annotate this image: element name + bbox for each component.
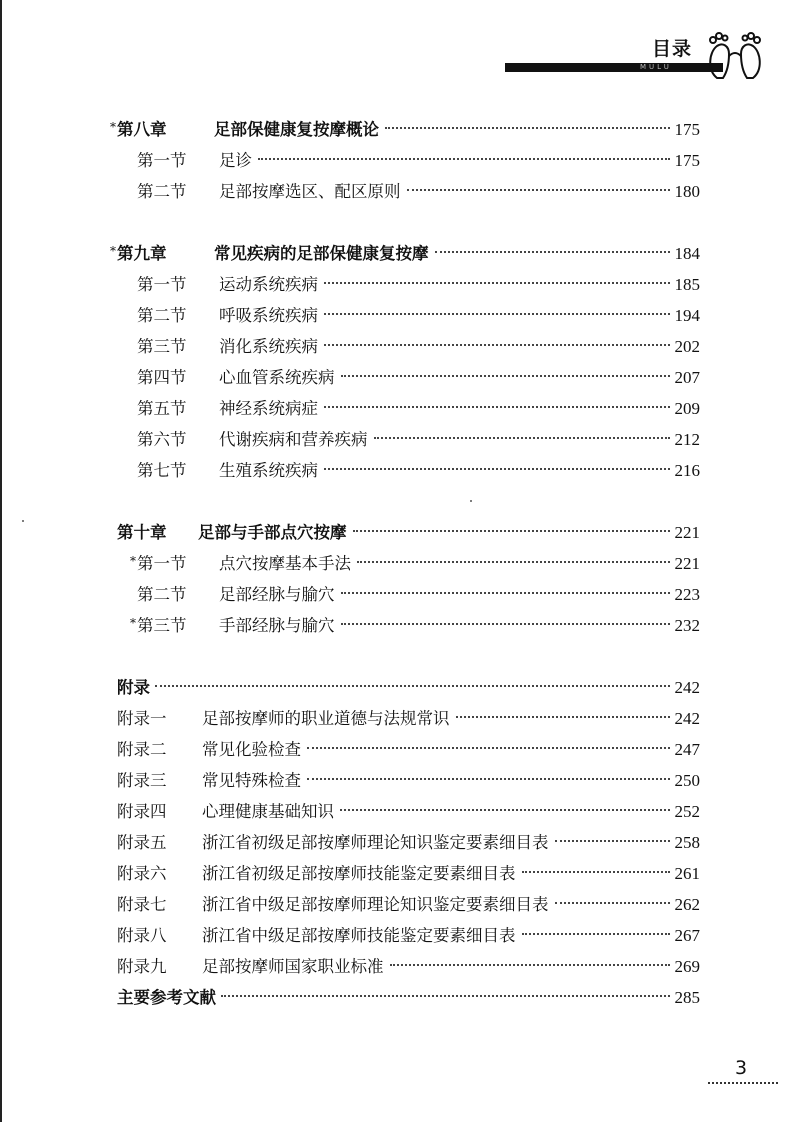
toc-entry-label: 第三节 <box>137 616 187 635</box>
toc-entry-page: 184 <box>674 244 700 263</box>
toc-entry-page: 247 <box>674 740 700 759</box>
toc-entry[interactable] <box>117 956 700 978</box>
toc-entry-page: 209 <box>674 399 700 418</box>
toc-entry-label: 第一节 <box>137 275 187 294</box>
toc-entry-label: 第四节 <box>137 368 187 387</box>
toc-entry-title: 浙江省中级足部按摩师理论知识鉴定要素细目表 <box>202 895 549 914</box>
leader-dots <box>555 840 670 842</box>
toc-entry[interactable] <box>137 429 700 451</box>
toc-entry-title: 足部按摩选区、配区原则 <box>219 182 401 201</box>
toc-entry[interactable] <box>137 181 700 203</box>
required-marker: * <box>130 616 136 630</box>
required-marker: * <box>110 244 116 258</box>
toc-entry-title: 手部经脉与腧穴 <box>219 616 335 635</box>
toc-entry-label: 附录二 <box>117 740 167 759</box>
toc-entry-page: 207 <box>674 368 700 387</box>
toc-entry-page: 175 <box>674 151 700 170</box>
toc-entry[interactable] <box>117 708 700 730</box>
toc-entry-page: 269 <box>674 957 700 976</box>
scan-speck <box>22 520 24 522</box>
leader-dots <box>155 685 670 687</box>
toc-entry[interactable] <box>117 770 700 792</box>
toc-entry[interactable] <box>110 119 700 141</box>
leader-dots <box>435 251 670 253</box>
toc-entry[interactable] <box>117 677 700 699</box>
toc-entry[interactable] <box>117 925 700 947</box>
toc-entry-page: 194 <box>674 306 700 325</box>
toc-entry[interactable] <box>110 243 700 265</box>
toc-entry-title: 足部经脉与腧穴 <box>219 585 335 604</box>
toc-entry-label: 第三节 <box>137 337 187 356</box>
leader-dots <box>555 902 670 904</box>
toc-entry-label: 附录三 <box>117 771 167 790</box>
leader-dots <box>307 747 670 749</box>
toc-entry-title: 代谢疾病和营养疾病 <box>219 430 368 449</box>
toc-entry-label: 第八章 <box>117 120 167 139</box>
toc-entry-page: 285 <box>674 988 700 1007</box>
leader-dots <box>307 778 670 780</box>
toc-entry-title: 神经系统病症 <box>219 399 318 418</box>
toc-entry-page: 216 <box>674 461 700 480</box>
toc-entry-page: 212 <box>674 430 700 449</box>
toc-entry[interactable] <box>137 367 700 389</box>
toc-entry-page: 175 <box>674 120 700 139</box>
required-marker: * <box>110 120 116 134</box>
toc-entry-title: 常见特殊检查 <box>202 771 301 790</box>
page-number: 3 <box>735 1057 748 1079</box>
toc-entry[interactable] <box>117 522 700 544</box>
toc-entry[interactable] <box>117 863 700 885</box>
toc-entry-label: 第一节 <box>137 554 187 573</box>
leader-dots <box>385 127 670 129</box>
toc-entry-page: 232 <box>674 616 700 635</box>
leader-dots <box>324 406 670 408</box>
leader-dots <box>340 809 670 811</box>
leader-dots <box>341 375 670 377</box>
toc-entry-title: 运动系统疾病 <box>219 275 318 294</box>
toc-entry[interactable] <box>137 150 700 172</box>
toc-entry-label: 主要参考文献 <box>117 988 216 1007</box>
toc-entry[interactable] <box>117 987 700 1009</box>
toc-entry-label: 附录五 <box>117 833 167 852</box>
toc-entry-title: 生殖系统疾病 <box>219 461 318 480</box>
toc-entry[interactable] <box>137 305 700 327</box>
leader-dots <box>324 282 670 284</box>
toc-entry-page: 221 <box>674 523 700 542</box>
toc-entry-label: 第九章 <box>117 244 167 263</box>
toc-entry-label: 第二节 <box>137 306 187 325</box>
toc-entry-label: 附录 <box>117 678 150 697</box>
toc-entry-label: 第十章 <box>117 523 167 542</box>
toc-entry-label: 第六节 <box>137 430 187 449</box>
toc-entry[interactable] <box>117 801 700 823</box>
toc-entry[interactable] <box>137 336 700 358</box>
toc-entry-label: 附录四 <box>117 802 167 821</box>
toc-entry[interactable] <box>137 584 700 606</box>
toc-entry-title: 足部按摩师国家职业标准 <box>202 957 384 976</box>
toc-entry-title: 足部按摩师的职业道德与法规常识 <box>202 709 450 728</box>
toc-entry-title: 浙江省中级足部按摩师技能鉴定要素细目表 <box>202 926 516 945</box>
toc-entry-page: 185 <box>674 275 700 294</box>
leader-dots <box>374 437 670 439</box>
leader-dots <box>522 933 670 935</box>
toc-entry-page: 242 <box>674 709 700 728</box>
leader-dots <box>221 995 670 997</box>
required-marker: * <box>130 554 136 568</box>
leader-dots <box>357 561 670 563</box>
toc-entry-page: 262 <box>674 895 700 914</box>
leader-dots <box>324 468 670 470</box>
leader-dots <box>353 530 670 532</box>
toc-entry-page: 242 <box>674 678 700 697</box>
leader-dots <box>522 871 670 873</box>
toc-entry-page: 221 <box>674 554 700 573</box>
toc-entry-title: 心血管系统疾病 <box>219 368 335 387</box>
toc-entry-label: 附录八 <box>117 926 167 945</box>
toc-entry[interactable] <box>117 832 700 854</box>
leader-dots <box>407 189 670 191</box>
toc-entry-title: 消化系统疾病 <box>219 337 318 356</box>
running-header-subtitle: MULU <box>640 63 672 71</box>
leader-dots <box>341 592 670 594</box>
toc-entry-page: 180 <box>674 182 700 201</box>
toc-entry-label: 附录六 <box>117 864 167 883</box>
toc-entry-label: 附录七 <box>117 895 167 914</box>
toc-entry[interactable] <box>137 398 700 420</box>
toc-entry-label: 第五节 <box>137 399 187 418</box>
leader-dots <box>258 158 670 160</box>
toc-entry[interactable] <box>137 274 700 296</box>
toc-entry-page: 202 <box>674 337 700 356</box>
toc-entry-label: 第二节 <box>137 585 187 604</box>
leader-dots <box>341 623 670 625</box>
leader-dots <box>324 344 670 346</box>
toc-entry-title: 足诊 <box>219 151 252 170</box>
toc-entry-title: 点穴按摩基本手法 <box>219 554 351 573</box>
toc-entry-label: 附录九 <box>117 957 167 976</box>
leader-dots <box>324 313 670 315</box>
toc-entry-title: 常见化验检查 <box>202 740 301 759</box>
toc-entry-page: 261 <box>674 864 700 883</box>
scan-speck <box>470 500 472 502</box>
toc-entry[interactable] <box>130 615 700 637</box>
toc-entry-title: 心理健康基础知识 <box>202 802 334 821</box>
leader-dots <box>456 716 670 718</box>
toc-entry-title: 浙江省初级足部按摩师理论知识鉴定要素细目表 <box>202 833 549 852</box>
toc-entry-label: 第二节 <box>137 182 187 201</box>
toc-entry-label: 第一节 <box>137 151 187 170</box>
toc-entry-page: 223 <box>674 585 700 604</box>
toc-entry-page: 252 <box>674 802 700 821</box>
toc-entry-page: 250 <box>674 771 700 790</box>
toc-entry-title: 足部与手部点穴按摩 <box>198 523 347 542</box>
toc-entry[interactable] <box>137 460 700 482</box>
toc-entry[interactable] <box>130 553 700 575</box>
toc-entry-title: 常见疾病的足部保健康复按摩 <box>214 244 429 263</box>
toc-entry-title: 呼吸系统疾病 <box>219 306 318 325</box>
toc-entry-label: 第七节 <box>137 461 187 480</box>
toc-entry-page: 258 <box>674 833 700 852</box>
toc-entry-page: 267 <box>674 926 700 945</box>
toc-entry[interactable] <box>117 739 700 761</box>
toc-entry-label: 附录一 <box>117 709 167 728</box>
running-header-title: 目录 <box>652 38 693 60</box>
toc-entry[interactable] <box>117 894 700 916</box>
page-number-rule <box>708 1082 778 1084</box>
toc-entry-title: 足部保健康复按摩概论 <box>214 120 379 139</box>
leader-dots <box>390 964 670 966</box>
toc-entry-title: 浙江省初级足部按摩师技能鉴定要素细目表 <box>202 864 516 883</box>
